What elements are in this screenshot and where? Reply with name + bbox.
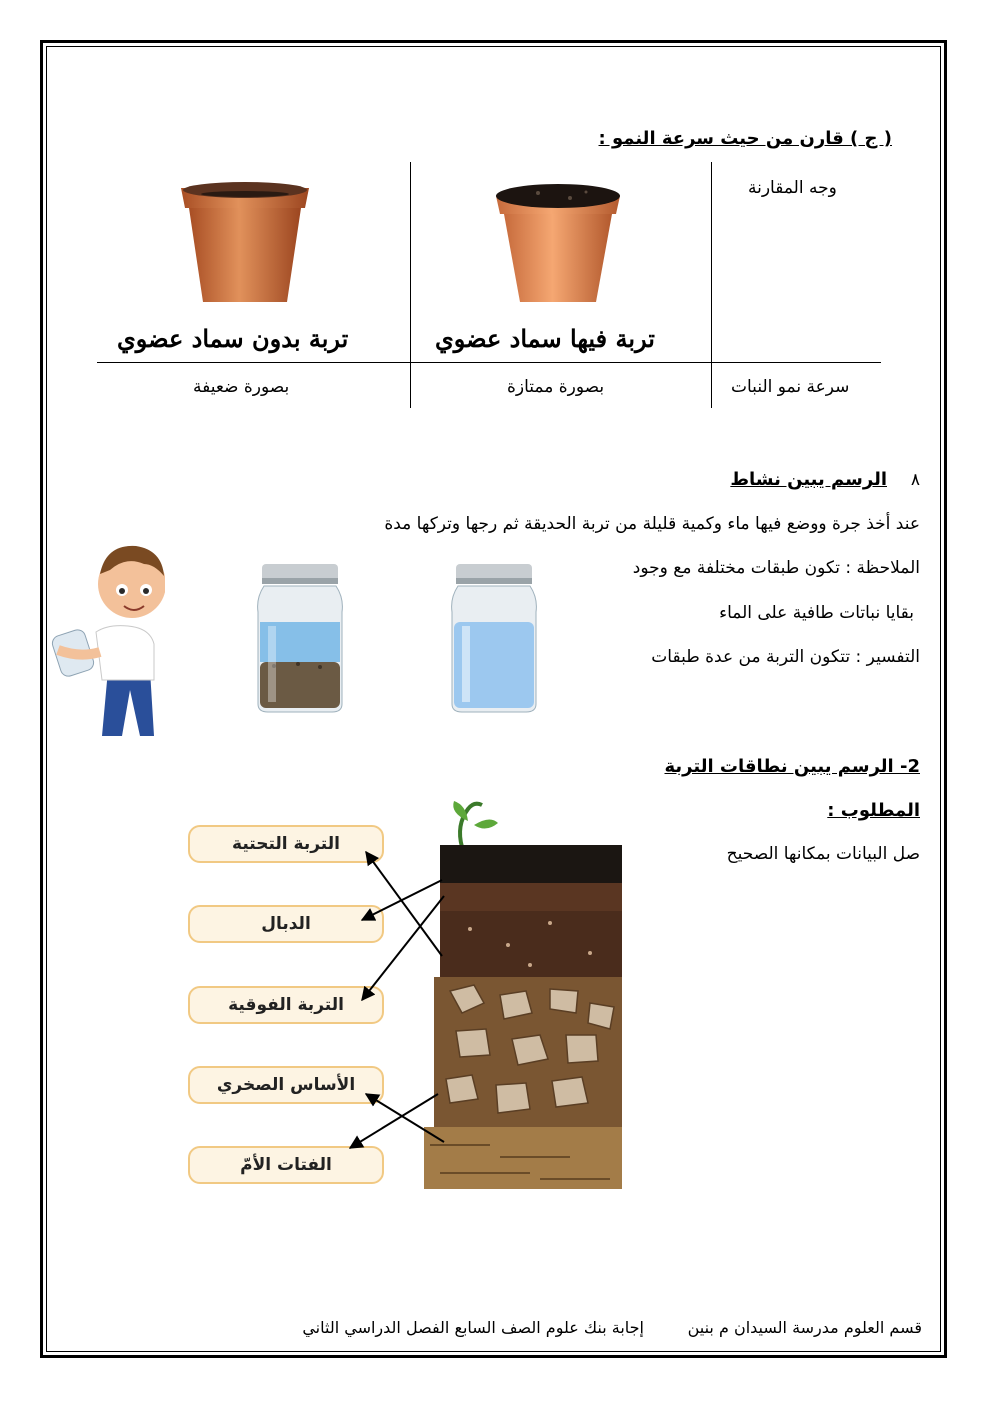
row-label: سرعة نمو النبات xyxy=(731,377,850,397)
observation-text: الملاحظة : تكون طبقات مختلفة مع وجود xyxy=(632,558,920,578)
jar-soil-image xyxy=(254,564,346,714)
observation-continued: بقايا نباتات طافية على الماء xyxy=(719,603,914,623)
soil-label-parent-material: الفتات الأمّ xyxy=(188,1146,384,1184)
soil-label-humus: الدبال xyxy=(188,905,384,943)
section-8-number: ٨ xyxy=(910,470,920,490)
table-divider xyxy=(97,362,881,363)
pot-without-fertilizer-image xyxy=(175,170,315,310)
jar-water-image xyxy=(448,564,540,714)
footer-answer-key: إجابة بنك علوم الصف السابع الفصل الدراسي الثاني xyxy=(302,1318,644,1337)
boy-shaking-jar-image xyxy=(50,540,165,740)
value-with-fertilizer: بصورة ممتازة xyxy=(507,377,605,397)
pot-with-fertilizer-image xyxy=(488,170,628,310)
activity-description: عند أخذ جرة ووضع فيها ماء وكمية قليلة من تربة الحديقة ثم رجها وتركها مدة xyxy=(384,514,920,534)
value-without-fertilizer: بصورة ضعيفة xyxy=(193,377,290,397)
explanation-text: التفسير : تتكون التربة من عدة طبقات xyxy=(651,647,920,667)
aspect-label: وجه المقارنة xyxy=(748,178,837,198)
section-8-heading: الرسم يبين نشاط xyxy=(730,469,887,490)
section-2-heading: 2- الرسم يبين نطاقات التربة xyxy=(664,756,920,777)
table-divider xyxy=(711,162,712,408)
required-label: المطلوب : xyxy=(827,800,920,821)
table-divider xyxy=(410,162,411,408)
caption-with-fertilizer: تربة فيها سماد عضوي xyxy=(435,324,655,353)
soil-label-topsoil: التربة الفوقية xyxy=(188,986,384,1024)
soil-label-bedrock: الأساس الصخري xyxy=(188,1066,384,1104)
section-c-heading: ( ج ) قارن من حيث سرعة النمو : xyxy=(598,128,892,149)
footer-department: قسم العلوم مدرسة السيدان م بنين xyxy=(687,1318,922,1337)
soil-label-subsoil: التربة التحتية xyxy=(188,825,384,863)
connector-arrows xyxy=(340,830,460,1180)
instruction-text: صل البيانات بمكانها الصحيح xyxy=(726,844,920,864)
caption-without-fertilizer: تربة بدون سماد عضوي xyxy=(117,324,349,353)
comparison-table xyxy=(93,162,888,410)
